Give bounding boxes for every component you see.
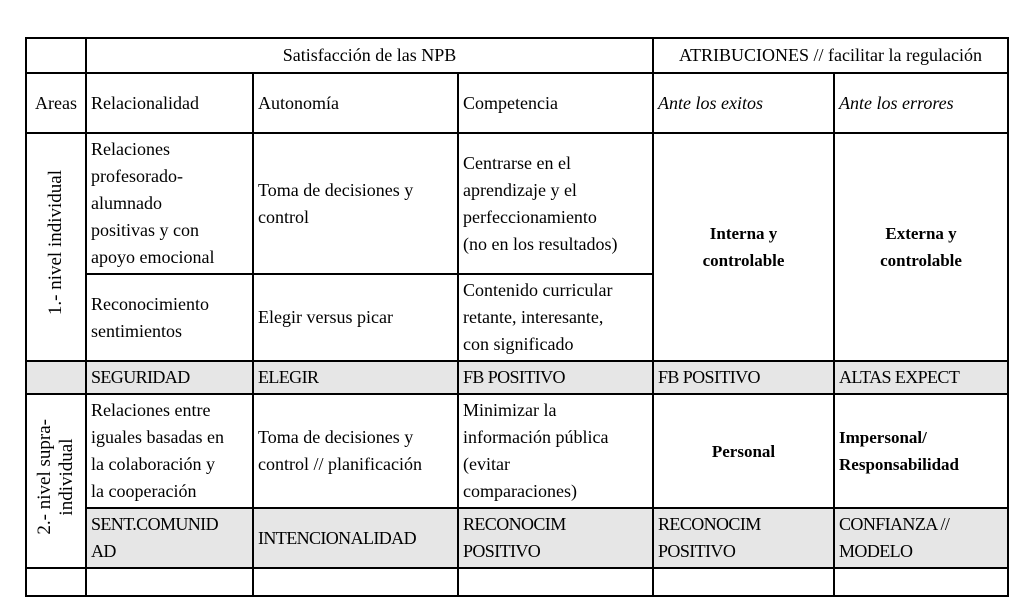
- cell-line: retante, interesante,: [463, 307, 604, 327]
- summary-sent-comunidad: [86, 508, 253, 568]
- cell-line: MODELO: [839, 541, 913, 561]
- cell-line: RECONOCIM: [658, 514, 761, 534]
- corner-cell: [26, 38, 86, 73]
- summary-altas-expect: ALTAS EXPECT: [834, 361, 1008, 394]
- empty-cell: [458, 568, 653, 596]
- errores-header: Ante los errores: [834, 73, 1008, 133]
- summary-seguridad: SEGURIDAD: [86, 361, 253, 394]
- npb-table: [25, 37, 1009, 597]
- header-row: [26, 38, 1008, 73]
- cell-line: Externa y: [885, 224, 957, 243]
- cell-line: sentimientos: [91, 320, 182, 341]
- summary-reconocim-competencia: [458, 508, 653, 568]
- autonomia-header: Autonomía: [253, 73, 458, 133]
- cell-line: alumnado: [91, 193, 162, 213]
- nivel2-exitos-cell: Personal: [653, 394, 834, 508]
- cell-line: (no en los resultados): [463, 233, 618, 254]
- nivel2-label-text: [34, 419, 78, 535]
- summary-confianza-modelo: [834, 508, 1008, 568]
- satisfaccion-header: Satisfacción de las NPB: [86, 38, 653, 73]
- cell-line: la cooperación: [91, 481, 197, 501]
- cell-line: Toma de decisiones y: [258, 427, 414, 447]
- nivel1-row2-relacionalidad-cell: [86, 274, 253, 361]
- summary-elegir: ELEGIR: [253, 361, 458, 394]
- cell-line: con significado: [463, 334, 574, 354]
- areas-header: Areas: [26, 73, 86, 133]
- empty-cell: [26, 568, 86, 596]
- cell-line: Toma de decisiones y: [258, 179, 414, 200]
- cell-line: la colaboración y: [91, 454, 215, 474]
- cell-line: Centrarse en el: [463, 152, 571, 173]
- nivel1-relacionalidad-cell: [86, 133, 253, 274]
- cell-line: CONFIANZA //: [839, 514, 950, 534]
- cell-line: positivas y con: [91, 220, 199, 240]
- relacionalidad-header: Relacionalidad: [86, 73, 253, 133]
- nivel2-row1: [26, 394, 1008, 508]
- nivel1-summary-spacer: [26, 361, 86, 394]
- nivel1-label: [26, 133, 86, 361]
- cell-line: RECONOCIM: [463, 514, 566, 534]
- columns-row: [26, 73, 1008, 133]
- nivel2-autonomia-cell: [253, 394, 458, 508]
- atribuciones-header: ATRIBUCIONES // facilitar la regulación: [653, 38, 1008, 73]
- cell-line: Reconocimiento: [91, 293, 209, 314]
- cell-line: control: [258, 206, 309, 227]
- cell-line: controlable: [702, 251, 785, 270]
- cell-line: aprendizaje y el: [463, 179, 577, 200]
- nivel2-label-line1: 2.- nivel supra-: [34, 419, 55, 535]
- summary-fb-positivo: FB POSITIVO: [458, 361, 653, 394]
- nivel1-label-text: 1.- nivel individual: [45, 170, 66, 316]
- cell-line: SENT.COMUNID: [91, 514, 218, 534]
- nivel1-row2-autonomia-cell: Elegir versus picar: [253, 274, 458, 361]
- nivel1-competencia-cell: [458, 133, 653, 274]
- nivel2-summary-row: [26, 508, 1008, 568]
- exitos-header: Ante los exitos: [653, 73, 834, 133]
- nivel1-errores-cell: [834, 133, 1008, 361]
- cell-line: comparaciones): [463, 481, 577, 501]
- summary-intencionalidad: INTENCIONALIDAD: [253, 508, 458, 568]
- empty-cell: [653, 568, 834, 596]
- cell-line: control // planificación: [258, 454, 422, 474]
- nivel1-exitos-cell: [653, 133, 834, 361]
- cell-line: Contenido curricular: [463, 280, 613, 300]
- cell-line: (evitar: [463, 454, 510, 474]
- cell-line: iguales basadas en: [91, 427, 224, 447]
- cell-line: Relaciones: [91, 139, 170, 159]
- cell-line: apoyo emocional: [91, 247, 215, 267]
- cell-line: POSITIVO: [658, 541, 736, 561]
- cell-line: AD: [91, 541, 116, 561]
- cell-line: Interna y: [709, 224, 778, 243]
- nivel2-label: [26, 394, 86, 568]
- nivel1-autonomia-cell: [253, 133, 458, 274]
- cell-line: Relaciones entre: [91, 400, 211, 420]
- cell-line: profesorado-: [91, 166, 183, 186]
- cell-line: Minimizar la: [463, 400, 557, 420]
- cell-line: controlable: [880, 251, 962, 270]
- nivel2-competencia-cell: [458, 394, 653, 508]
- cell-line: información pública: [463, 427, 609, 447]
- nivel2-label-line2: individual: [56, 438, 77, 516]
- nivel2-errores-cell: [834, 394, 1008, 508]
- nivel1-summary-row: [26, 361, 1008, 394]
- cell-line: POSITIVO: [463, 541, 541, 561]
- summary-reconocim-exitos: [653, 508, 834, 568]
- cell-line: Impersonal/: [839, 428, 927, 447]
- competencia-header: Competencia: [458, 73, 653, 133]
- empty-cell: [86, 568, 253, 596]
- empty-cell: [253, 568, 458, 596]
- summary-fb-positivo-exitos: FB POSITIVO: [653, 361, 834, 394]
- nivel1-row1: [26, 133, 1008, 274]
- cell-line: Responsabilidad: [839, 455, 960, 474]
- empty-cell: [834, 568, 1008, 596]
- nivel2-relacionalidad-cell: [86, 394, 253, 508]
- nivel1-row2-competencia-cell: [458, 274, 653, 361]
- cell-line: perfeccionamiento: [463, 206, 597, 227]
- empty-row: [26, 568, 1008, 596]
